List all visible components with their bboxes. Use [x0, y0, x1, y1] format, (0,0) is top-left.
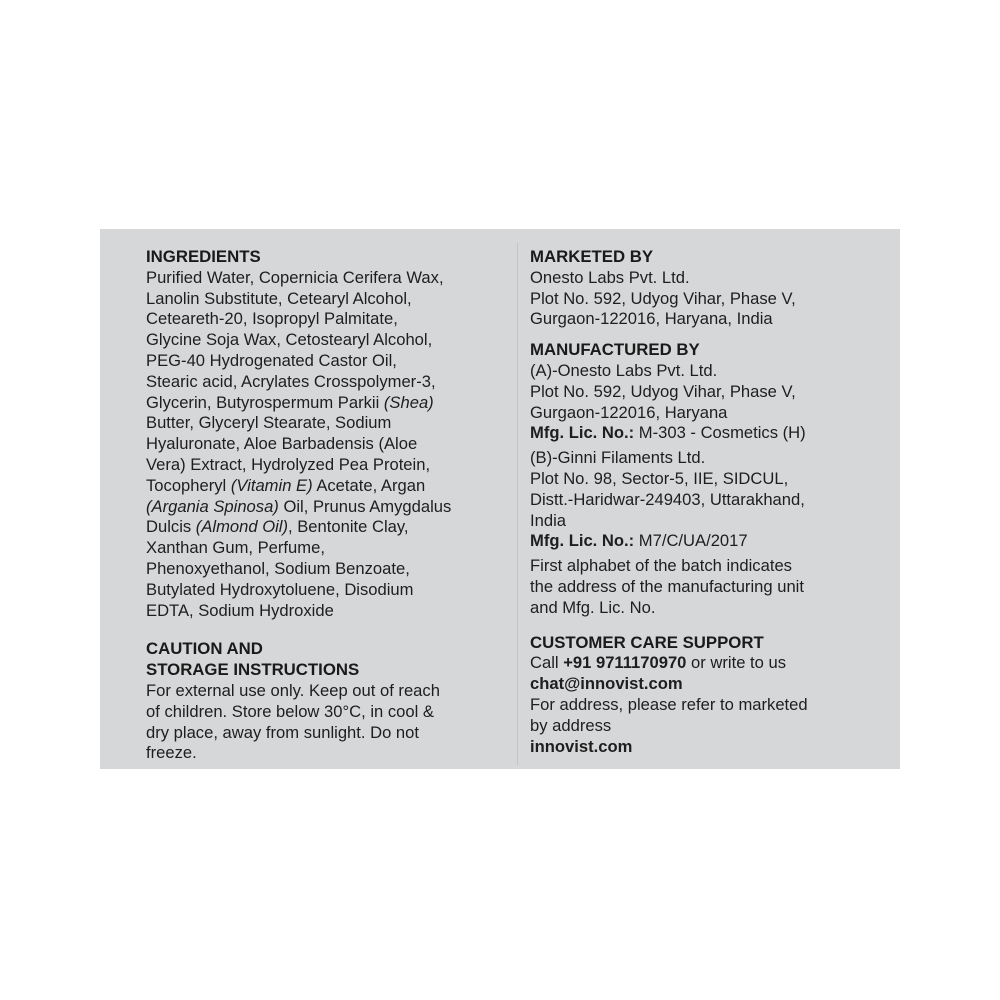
caution-line: of children. Store below 30°C, in cool & — [146, 701, 434, 721]
ingredients-italic-text: (Shea) — [383, 392, 434, 412]
unit-b-line: Distt.-Haridwar-249403, Uttarakhand, — [530, 489, 805, 509]
ingredients-line: Ceteareth-20, Isopropyl Palmitate, — [146, 309, 398, 329]
batch-note — [530, 556, 890, 618]
ingredients-line: Butter, Glyceryl Stearate, Sodium — [146, 413, 392, 433]
mfg-licence-b — [530, 531, 890, 552]
call-suffix: or write to us — [686, 653, 787, 673]
column-divider — [517, 243, 518, 765]
batch-note-line: and Mfg. Lic. No. — [530, 597, 656, 617]
marketed-by-line: Plot No. 592, Udyog Vihar, Phase V, — [530, 288, 796, 308]
ingredients-line — [146, 476, 506, 497]
marketed-by-line: Gurgaon-122016, Haryana, India — [530, 309, 773, 329]
ingredients-line: Vera) Extract, Hydrolyzed Pea Protein, — [146, 454, 431, 474]
mfg-licence-value: M7/C/UA/2017 — [634, 531, 748, 551]
customer-care-details — [530, 653, 890, 757]
ingredients-italic-text: (Argania Spinosa) — [146, 496, 279, 516]
address-note-line: by address — [530, 715, 612, 735]
ingredients-text: Acetate, Argan — [312, 475, 426, 495]
caution-line: dry place, away from sunlight. Do not — [146, 722, 420, 742]
ingredients-italic-text: (Vitamin E) — [230, 475, 313, 495]
ingredients-line: Purified Water, Copernicia Cerifera Wax, — [146, 267, 444, 287]
call-prefix: Call — [530, 653, 564, 673]
unit-b-line: (B)-Ginni Filaments Ltd. — [530, 448, 706, 468]
ingredients-line: Butylated Hydroxytoluene, Disodium — [146, 579, 414, 599]
unit-b-line: Plot No. 98, Sector-5, IIE, SIDCUL, — [530, 468, 789, 488]
ingredients-line — [146, 393, 506, 414]
unit-a-line: Gurgaon-122016, Haryana — [530, 402, 728, 422]
ingredients-line: Stearic acid, Acrylates Crosspolymer-3, — [146, 371, 436, 391]
mfg-licence-value: M-303 - Cosmetics (H) — [634, 423, 806, 443]
right-column — [530, 247, 890, 757]
unit-b-line: India — [530, 510, 566, 530]
ingredients-line: PEG-40 Hydrogenated Castor Oil, — [146, 350, 397, 370]
ingredients-heading: INGREDIENTS — [146, 247, 261, 266]
unit-a-line: Plot No. 592, Udyog Vihar, Phase V, — [530, 381, 796, 401]
support-email: chat@innovist.com — [530, 674, 683, 694]
ingredients-italic-text: (Almond Oil) — [195, 517, 289, 537]
ingredients-text: Oil, Prunus Amygdalus — [278, 496, 452, 516]
ingredients-line: Lanolin Substitute, Cetearyl Alcohol, — [146, 288, 412, 308]
website: innovist.com — [530, 736, 633, 756]
batch-note-line: First alphabet of the batch indicates — [530, 556, 792, 576]
ingredients-text: Glycerin, Butyrospermum Parkii — [146, 392, 384, 412]
left-column — [146, 247, 506, 764]
ingredients-text: Tocopheryl — [146, 475, 231, 495]
caution-line: For external use only. Keep out of reach — [146, 680, 440, 700]
ingredients-line: Phenoxyethanol, Sodium Benzoate, — [146, 558, 410, 578]
ingredients-line: Xanthan Gum, Perfume, — [146, 538, 325, 558]
product-label-panel — [100, 229, 900, 769]
caution-heading: CAUTION AND — [146, 639, 263, 659]
phone-number: +91 9711170970 — [563, 653, 687, 673]
unit-a-line: (A)-Onesto Labs Pvt. Ltd. — [530, 360, 718, 380]
ingredients-line: Hyaluronate, Aloe Barbadensis (Aloe — [146, 434, 418, 454]
ingredients-line — [146, 497, 506, 518]
manufactured-by-heading: MANUFACTURED BY — [530, 340, 700, 360]
ingredients-line: EDTA, Sodium Hydroxide — [146, 600, 334, 620]
storage-heading: STORAGE INSTRUCTIONS — [146, 660, 360, 680]
customer-care-phone-line — [530, 653, 890, 674]
ingredients-text: Dulcis — [146, 517, 196, 537]
manufacturing-unit-b — [530, 448, 890, 552]
address-note-line: For address, please refer to marketed — [530, 694, 808, 714]
mfg-licence-a — [530, 423, 890, 444]
ingredients-list — [146, 268, 506, 622]
ingredients-text: , Bentonite Clay, — [288, 517, 409, 537]
marketed-by-address — [530, 268, 890, 330]
ingredients-line — [146, 517, 506, 538]
ingredients-line: Glycine Soja Wax, Cetostearyl Alcohol, — [146, 330, 433, 350]
customer-care-heading: CUSTOMER CARE SUPPORT — [530, 632, 764, 652]
caution-text — [146, 681, 506, 764]
caution-line: freeze. — [146, 743, 197, 763]
marketed-by-line: Onesto Labs Pvt. Ltd. — [530, 267, 690, 287]
batch-note-line: the address of the manufacturing unit — [530, 576, 804, 596]
mfg-licence-label: Mfg. Lic. No.: — [530, 423, 635, 443]
manufacturing-unit-a — [530, 361, 890, 444]
marketed-by-heading: MARKETED BY — [530, 247, 654, 266]
mfg-licence-label: Mfg. Lic. No.: — [530, 531, 635, 551]
